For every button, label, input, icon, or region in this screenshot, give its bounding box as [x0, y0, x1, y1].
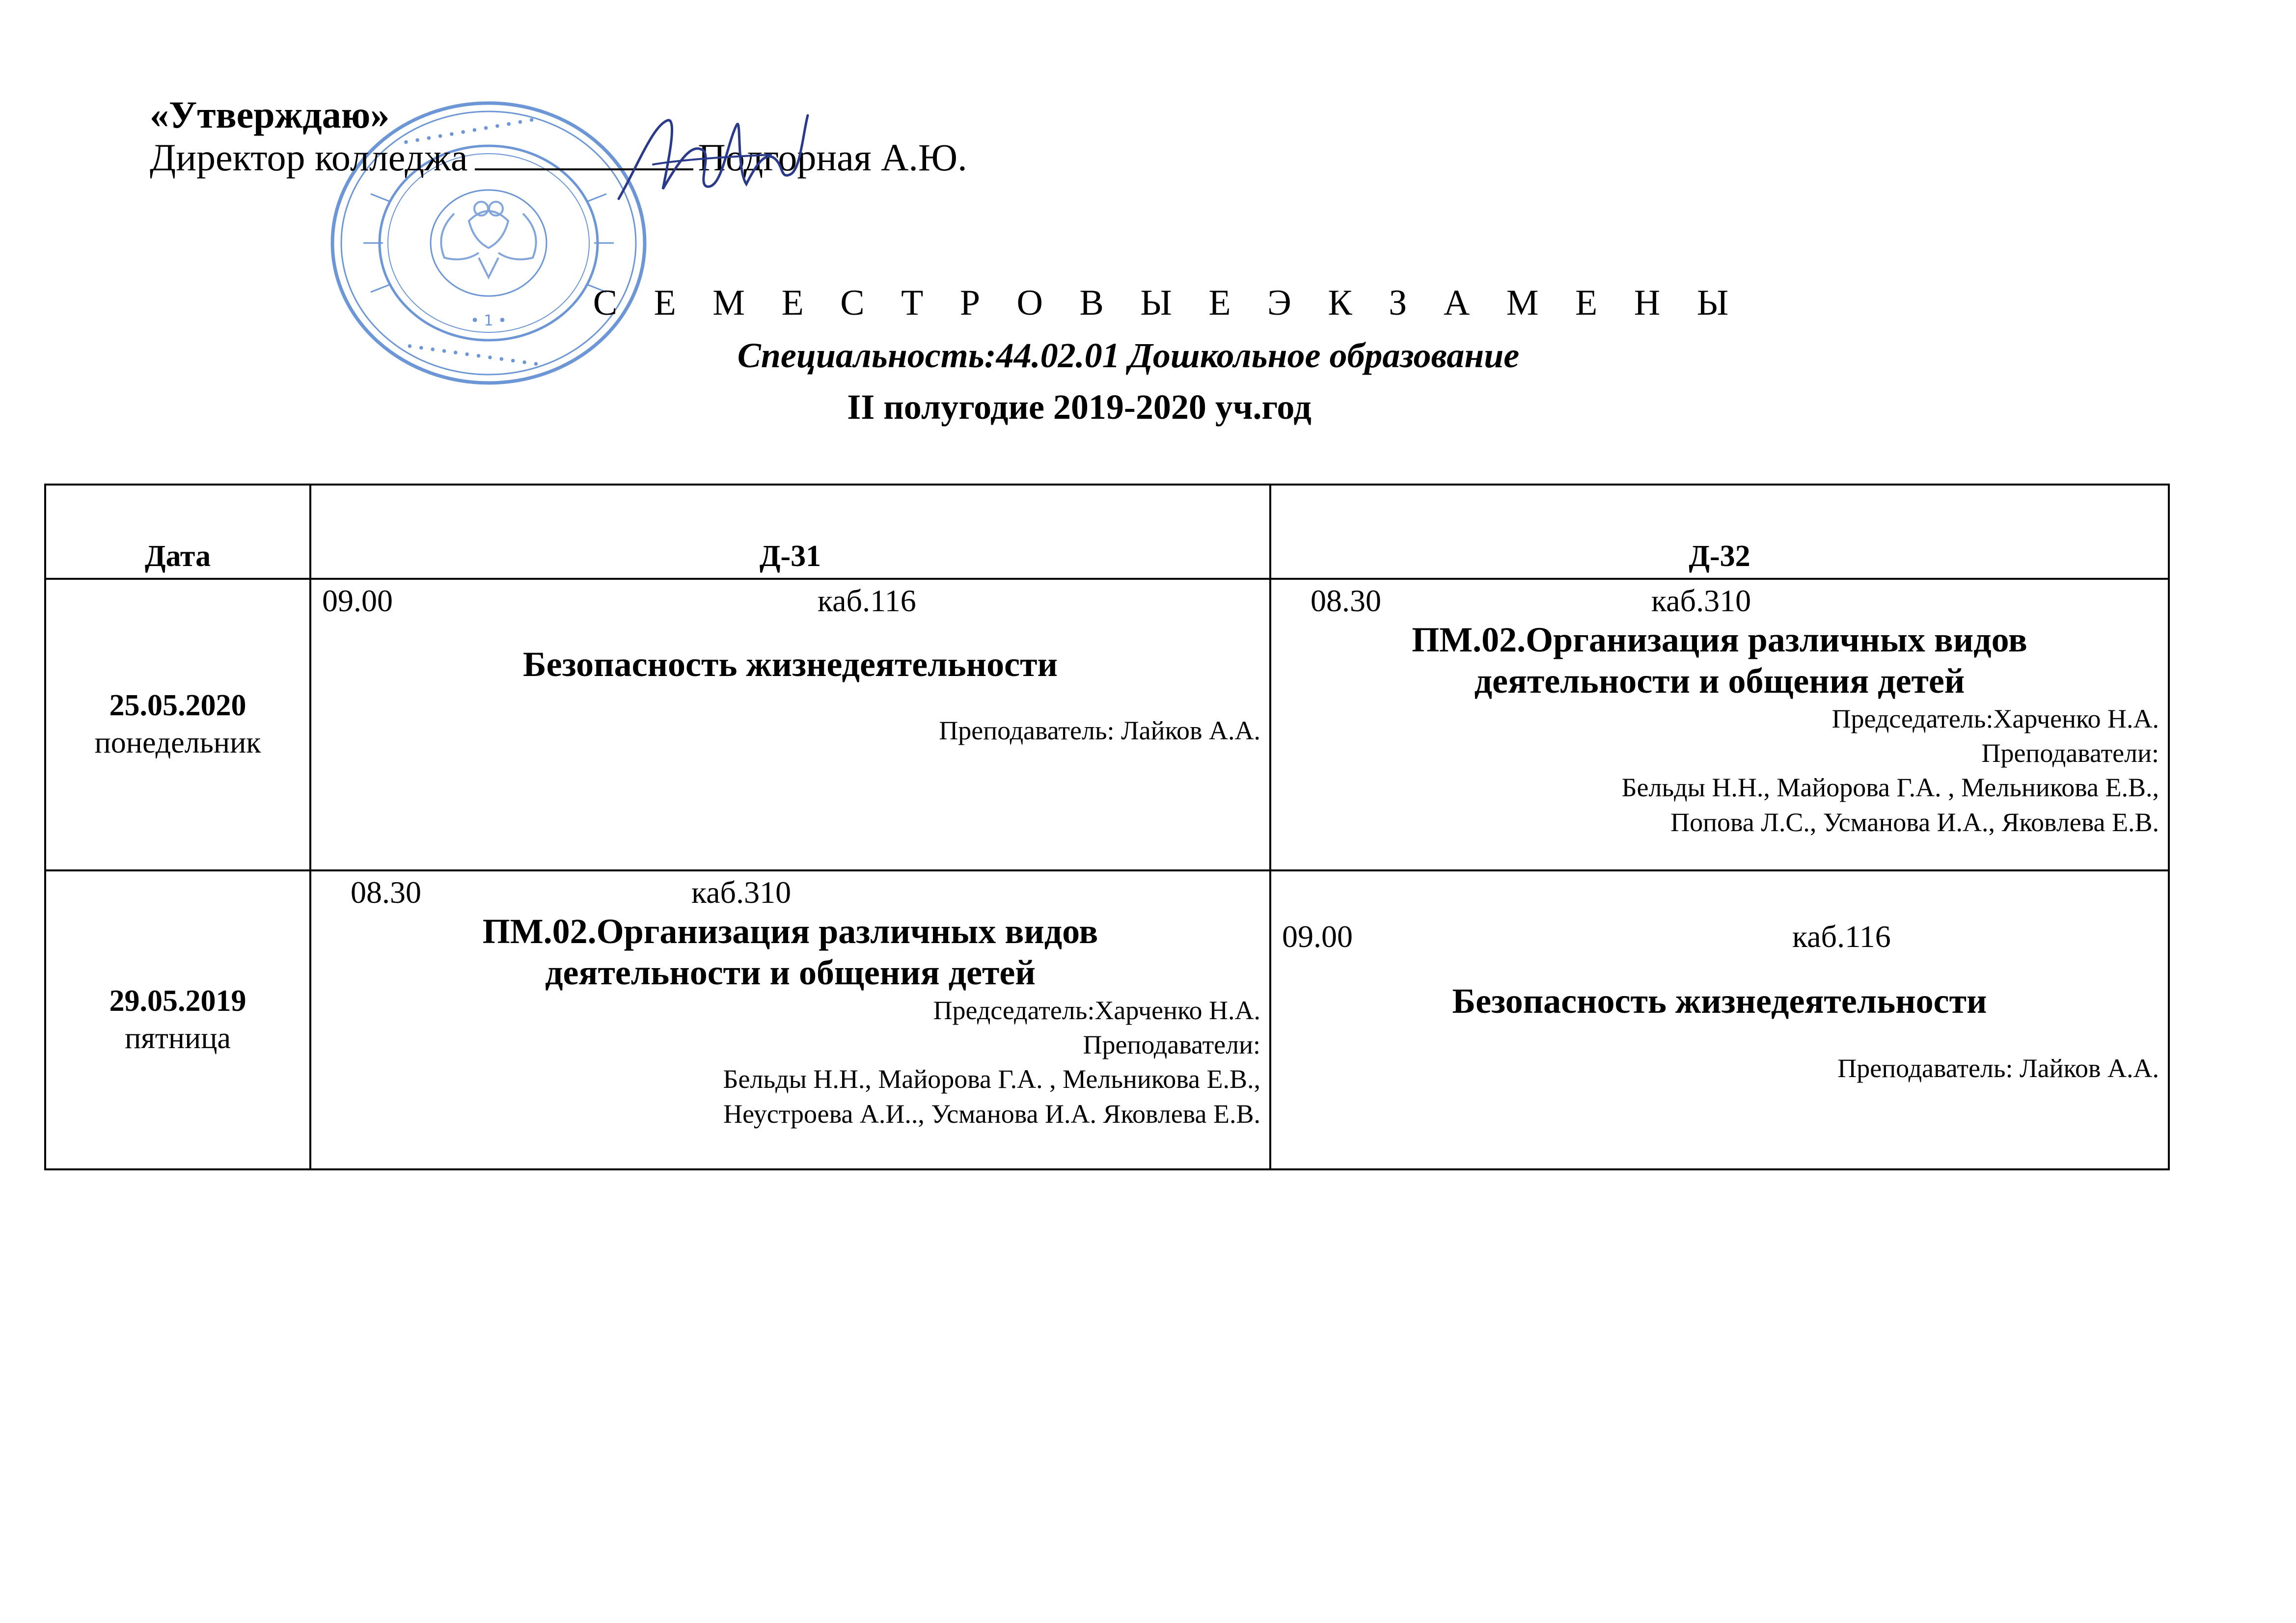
exam-room: каб.116: [818, 583, 916, 618]
exam-subject: Безопасность жизнедеятельности: [1452, 981, 1987, 1021]
exam-weekday: пятница: [125, 1021, 231, 1055]
svg-text:• 1 •: • 1 •: [470, 312, 507, 329]
exam-cell-d32: [1270, 870, 2169, 1169]
exam-chair: Председатель:Харченко Н.А.: [1831, 704, 2159, 734]
approval-block: [150, 93, 967, 179]
director-name: Подгорная А.Ю.: [698, 136, 967, 179]
header-date: Дата: [45, 485, 310, 579]
director-signature-icon: [609, 106, 815, 214]
exam-room: каб.310: [1651, 583, 1751, 618]
table-row: [45, 870, 2169, 1169]
exam-cell-d31: [310, 870, 1270, 1169]
document-title: С Е М Е С Т Р О В Ы Е Э К З А М Е Н Ы: [593, 283, 1743, 323]
exam-time: 09.00: [322, 583, 393, 618]
approval-title: «Утверждаю»: [150, 93, 390, 136]
date-cell: [45, 579, 310, 870]
exam-chair: Председатель:Харченко Н.А.: [933, 996, 1260, 1026]
exam-room: каб.310: [691, 875, 792, 910]
exam-cell-d31: [310, 579, 1270, 870]
director-line: [150, 136, 967, 179]
exam-subject-line-2: деятельности и общения детей: [545, 952, 1036, 992]
exam-subject-line-1: ПМ.02.Организация различных видов: [1412, 620, 2027, 659]
exam-schedule-table: [44, 484, 2170, 1170]
exam-time: 08.30: [1311, 583, 1381, 618]
header-group-d31: Д-31: [310, 485, 1270, 579]
exam-date: 25.05.2020: [109, 689, 246, 723]
table-header-row: [45, 485, 2169, 579]
exam-cell-d32: [1270, 579, 2169, 870]
period-line: II полугодие 2019-2020 уч.год: [847, 387, 1312, 427]
exam-teachers-label: Преподаватели:: [1981, 738, 2159, 768]
exam-room: каб.116: [1792, 919, 1891, 954]
exam-teachers-line-1: Бельды Н.Н., Майорова Г.А. , Мельникова Е.В.,: [723, 1064, 1260, 1094]
exam-teachers-line-2: Попова Л.С., Усманова И.А., Яковлева Е.В.: [1670, 807, 2159, 837]
svg-text:• • • • • • • • • • • •: • • • • • • • • • • • •: [405, 339, 541, 373]
director-label: Директор колледжа: [150, 136, 468, 179]
table-row: [45, 579, 2169, 870]
date-cell: [45, 870, 310, 1169]
exam-subject: Безопасность жизнедеятельности: [523, 644, 1058, 684]
exam-time: 08.30: [351, 875, 421, 910]
svg-text:• • • • • • • • • • • •: • • • • • • • • • • • •: [401, 112, 537, 151]
exam-teacher: Преподаватель: Лайков А.А.: [1837, 1053, 2159, 1083]
exam-subject-line-2: деятельности и общения детей: [1474, 661, 1965, 701]
exam-subject-line-1: ПМ.02.Организация различных видов: [482, 911, 1098, 951]
header-group-d32: Д-32: [1270, 485, 2169, 579]
specialty-line: Специальность:44.02.01 Дошкольное образование: [737, 336, 1520, 375]
exam-teacher: Преподаватель: Лайков А.А.: [939, 715, 1260, 745]
exam-weekday: понедельник: [94, 726, 261, 759]
exam-date: 29.05.2019: [109, 984, 246, 1018]
exam-teachers-line-1: Бельды Н.Н., Майорова Г.А. , Мельникова Е.В.,: [1621, 773, 2159, 803]
exam-teachers-line-2: Неустроева А.И.., Усманова И.А. Яковлева Е.В.: [723, 1099, 1260, 1129]
exam-teachers-label: Преподаватели:: [1083, 1030, 1260, 1060]
exam-time: 09.00: [1282, 919, 1353, 954]
